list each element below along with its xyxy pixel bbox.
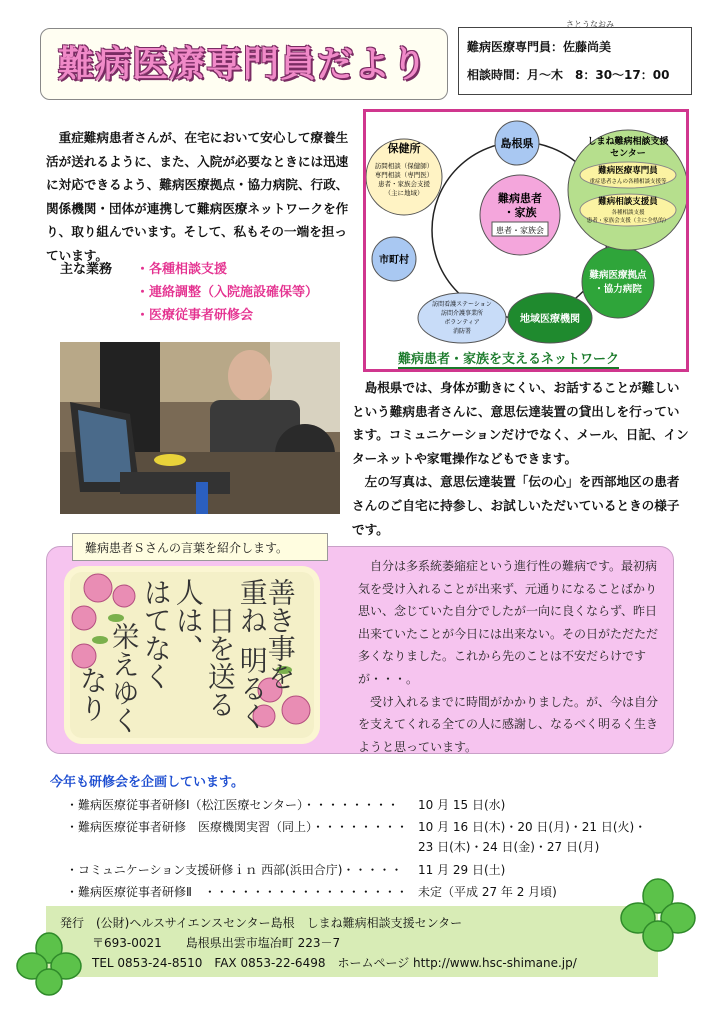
poem-line: 栄えゆく xyxy=(107,622,141,734)
node-municipality: 市町村 xyxy=(379,255,409,266)
health-center-line: （主に地域） xyxy=(384,189,424,197)
staff-label: 難病医療専門員：佐藤尚美 xyxy=(467,40,612,54)
node-regional-medical: 地域医療機関 xyxy=(520,314,580,325)
poem-line: 善き事を xyxy=(263,578,297,690)
patient-quote-text xyxy=(358,555,658,758)
support-line: ボランティア xyxy=(444,319,480,326)
device-loan-paragraph xyxy=(352,376,690,541)
clover-icon xyxy=(14,930,84,1000)
node-health-center: 保健所 xyxy=(387,142,421,155)
photo-communication-device xyxy=(60,342,340,514)
support-line: 訪問看護ステーション xyxy=(432,301,492,308)
staff-name-ruby: さとうなおみ xyxy=(566,20,614,29)
duty-item: ・連絡調整（入院施設確保等） xyxy=(136,285,319,300)
poem-line: 日を送る xyxy=(203,606,237,718)
network-caption: 難病患者・家族を支えるネットワーク xyxy=(398,348,619,369)
poem-line: 明るく xyxy=(235,646,269,730)
poem-card xyxy=(64,566,320,744)
poem-line: 人は、 xyxy=(171,578,205,662)
footer-contact: TEL 0853-24-8510 FAX 0853-22-6498 ホームページ http://www.hsc-shimane.jp/ xyxy=(92,956,577,970)
supporter-sub: 各種相談支援 xyxy=(611,210,645,216)
specialist-label: 難病医療専門員 xyxy=(598,166,658,176)
center-title-2: ・家族 xyxy=(503,206,537,219)
training-name: ・難病医療従事者研修Ⅰ（松江医療センター）・・・・・・・・ xyxy=(66,798,400,812)
health-center-line: 専門相談（専門医） xyxy=(374,171,434,179)
node-shimane-pref: 島根県 xyxy=(500,137,534,150)
support-line: 訪問介護事業所 xyxy=(440,310,484,317)
node-base-hospital-1: 難病医療拠点 xyxy=(589,270,647,281)
consultation-hours: 相談時間：月～木 8：30～17：00 xyxy=(467,68,670,82)
footer-publisher: 発行 (公財)ヘルスサイエンスセンター島根 しまね難病相談支援センター xyxy=(60,916,463,930)
photo-description-text: 左の写真は、意思伝達装置「伝の心」を西部地区の患者さんのご自宅に持参し、お試しいただいているときの様子です。 xyxy=(352,474,680,537)
training-name: ・コミュニケーション支援研修ｉｎ 西部(浜田合庁)・・・・・ xyxy=(66,863,403,877)
node-support-center-2: センター xyxy=(610,149,646,159)
training-title: 今年も研修会を企画しています。 xyxy=(50,775,244,790)
clover-icon xyxy=(618,876,698,956)
supporter-sub: 患者・家族会支援（主に全県的） xyxy=(586,218,670,224)
training-name: ・難病医療従事者研修Ⅱ ・・・・・・・・・・・・・・・・・ xyxy=(66,885,408,899)
training-date: 23 日(木)・24 日(金)・27 日(月) xyxy=(418,840,600,854)
duty-item: ・医療従事者研修会 xyxy=(136,308,254,323)
node-base-hospital-2: ・協力病院 xyxy=(594,284,642,295)
health-center-line: 訪問相談（保健師） xyxy=(374,162,434,170)
center-title-1: 難病患者 xyxy=(498,192,542,205)
support-line: 消防署 xyxy=(452,328,472,335)
network-diagram xyxy=(366,112,686,344)
device-loan-text: 島根県では、身体が動きにくい、お話することが難しいという難病患者さんに、意思伝達装置の貸出しを行っています。コミュニケーションだけでなく、メール、日記、インターネットや家電操作などもできます。 xyxy=(352,380,689,466)
node-support-center-1: しまね難病相談支援 xyxy=(587,137,669,147)
quote-label: 難病患者Ｓさんの言葉を紹介します。 xyxy=(72,533,328,561)
training-date: 11 月 29 日(土) xyxy=(418,863,506,877)
intro-paragraph: 重症難病患者さんが、在宅において安心して療養生活が送れるように、また、入院が必要なときには迅速に対応できるよう、難病医療拠点・協力病院、行政、関係機関・団体が連携して難病医療ネットワークを作り、取り組んでいます。そして、私もその一端を担っています。 xyxy=(46,130,349,263)
page-title: 難病医療専門員だより xyxy=(58,44,429,85)
supporter-label: 難病相談支援員 xyxy=(598,197,658,207)
poem-line: 重ね xyxy=(235,578,269,634)
duties-label: 主な業務 xyxy=(60,262,113,277)
specialist-sub: 重症患者さんの各種相談支援等 xyxy=(589,179,667,185)
training-date: 10 月 15 日(水) xyxy=(418,798,506,812)
training-date: 未定（平成 27 年 2 月頃) xyxy=(418,885,557,899)
staff-info-box xyxy=(458,27,692,95)
footer-address: 〒693-0021 島根県出雲市塩冶町 223－7 xyxy=(92,936,341,950)
center-sub: 患者・家族会 xyxy=(496,226,544,235)
quote-paragraph: 自分は多系統萎縮症という進行性の難病です。最初病気を受け入れることが出来ず、元通りになることばかり思い、念じていた自分でしたが一向に良くならず、昨日出来ていたことが今日には出来ない。その日がただただ多くなりました。これから先のことは不安だらけですが・・・。 xyxy=(358,559,659,686)
poem-line: はてなく xyxy=(139,578,173,690)
duty-item: ・各種相談支援 xyxy=(136,262,228,277)
poem-line: なり xyxy=(75,666,109,722)
training-name: ・難病医療従事者研修 医療機関実習（同上）・・・・・・・・ xyxy=(66,820,409,834)
training-date: 10 月 16 日(木)・20 日(月)・21 日(火)・ xyxy=(418,820,647,834)
health-center-line: 患者・家族会支援 xyxy=(378,180,430,188)
quote-paragraph: 受け入れるまでに時間がかかりました。が、今は自分を支えてくれる全ての人に感謝し、なるべく明るく生きようと思っています。 xyxy=(358,694,659,754)
